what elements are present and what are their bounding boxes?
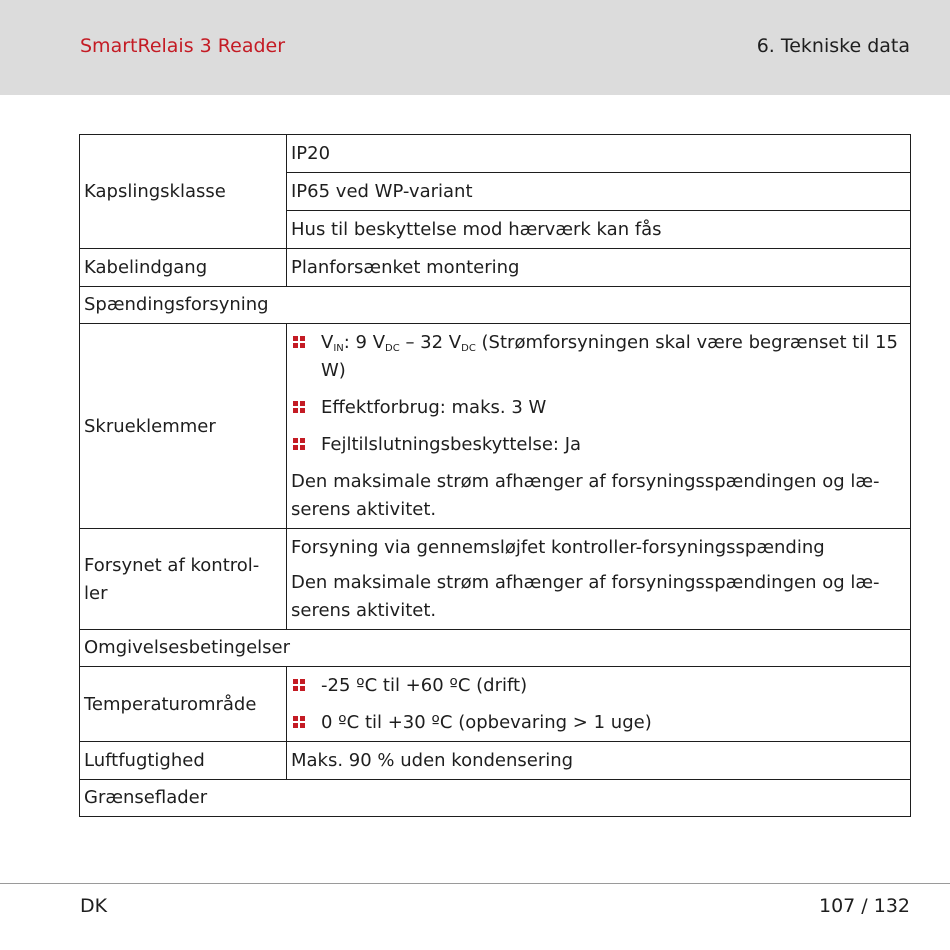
cell-value <box>287 529 911 630</box>
page-number: 107 / 132 <box>818 895 910 917</box>
section-heading: Omgivelsesbetingelser <box>80 630 911 667</box>
list-item: -25 ºC til +60 ºC (drift) <box>291 672 906 700</box>
table-row <box>80 324 911 529</box>
row-label: Kabelindgang <box>80 249 287 287</box>
row-label: Kapslingsklasse <box>80 135 287 249</box>
cell-value: IP20 <box>287 135 911 173</box>
bullet-icon <box>293 401 306 414</box>
cell-value <box>287 667 911 742</box>
chapter-title: 6. Tekniske data <box>756 35 910 57</box>
table-row <box>80 742 911 780</box>
cell-value: Planforsænket montering <box>287 249 911 287</box>
row-label: Skrueklemmer <box>80 324 287 529</box>
row-label: Forsynet af kontrol-ler <box>80 529 287 630</box>
cell-value: IP65 ved WP-variant <box>287 173 911 211</box>
supply-text: Forsyning via gennemsløjfet kontroller-forsyningsspænding <box>291 537 825 558</box>
section-heading: Grænseflader <box>80 780 911 817</box>
bullet-icon <box>293 716 306 729</box>
row-label: Temperaturområde <box>80 667 287 742</box>
list-item: 0 ºC til +30 ºC (opbevaring > 1 uge) <box>291 709 906 737</box>
bullet-icon <box>293 679 306 692</box>
table-row <box>80 529 911 630</box>
cell-value <box>287 324 911 529</box>
table-row <box>80 249 911 287</box>
footer-language: DK <box>80 895 108 917</box>
list-item: Effektforbrug: maks. 3 W <box>291 394 906 422</box>
row-label: Luftfugtighed <box>80 742 287 780</box>
section-row <box>80 287 911 324</box>
table-row <box>80 135 911 173</box>
note-text: Den maksimale strøm afhænger af forsyningsspændingen og læ-serens aktivitet. <box>291 572 880 621</box>
section-row <box>80 630 911 667</box>
note-text: Den maksimale strøm afhænger af forsyningsspændingen og læ-serens aktivitet. <box>291 471 880 520</box>
cell-value: Hus til beskyttelse mod hærværk kan fås <box>287 211 911 249</box>
document-title: SmartRelais 3 Reader <box>80 35 286 57</box>
footer-divider <box>0 883 950 884</box>
section-heading: Spændingsforsyning <box>80 287 911 324</box>
bullet-icon <box>293 438 306 451</box>
page-header <box>0 0 950 95</box>
technical-data-table <box>79 134 911 817</box>
list-item: $V_{IN}$: 9 $V_{DC} - 32$ $V_{DC}$ (Strømforsyningen skal være begrænset til 15 W) <box>291 329 906 385</box>
bullet-icon <box>293 336 306 349</box>
table-row <box>80 667 911 742</box>
cell-value: Maks. 90 % uden kondensering <box>287 742 911 780</box>
section-row <box>80 780 911 817</box>
list-item: Fejltilslutningsbeskyttelse: Ja <box>291 431 906 459</box>
